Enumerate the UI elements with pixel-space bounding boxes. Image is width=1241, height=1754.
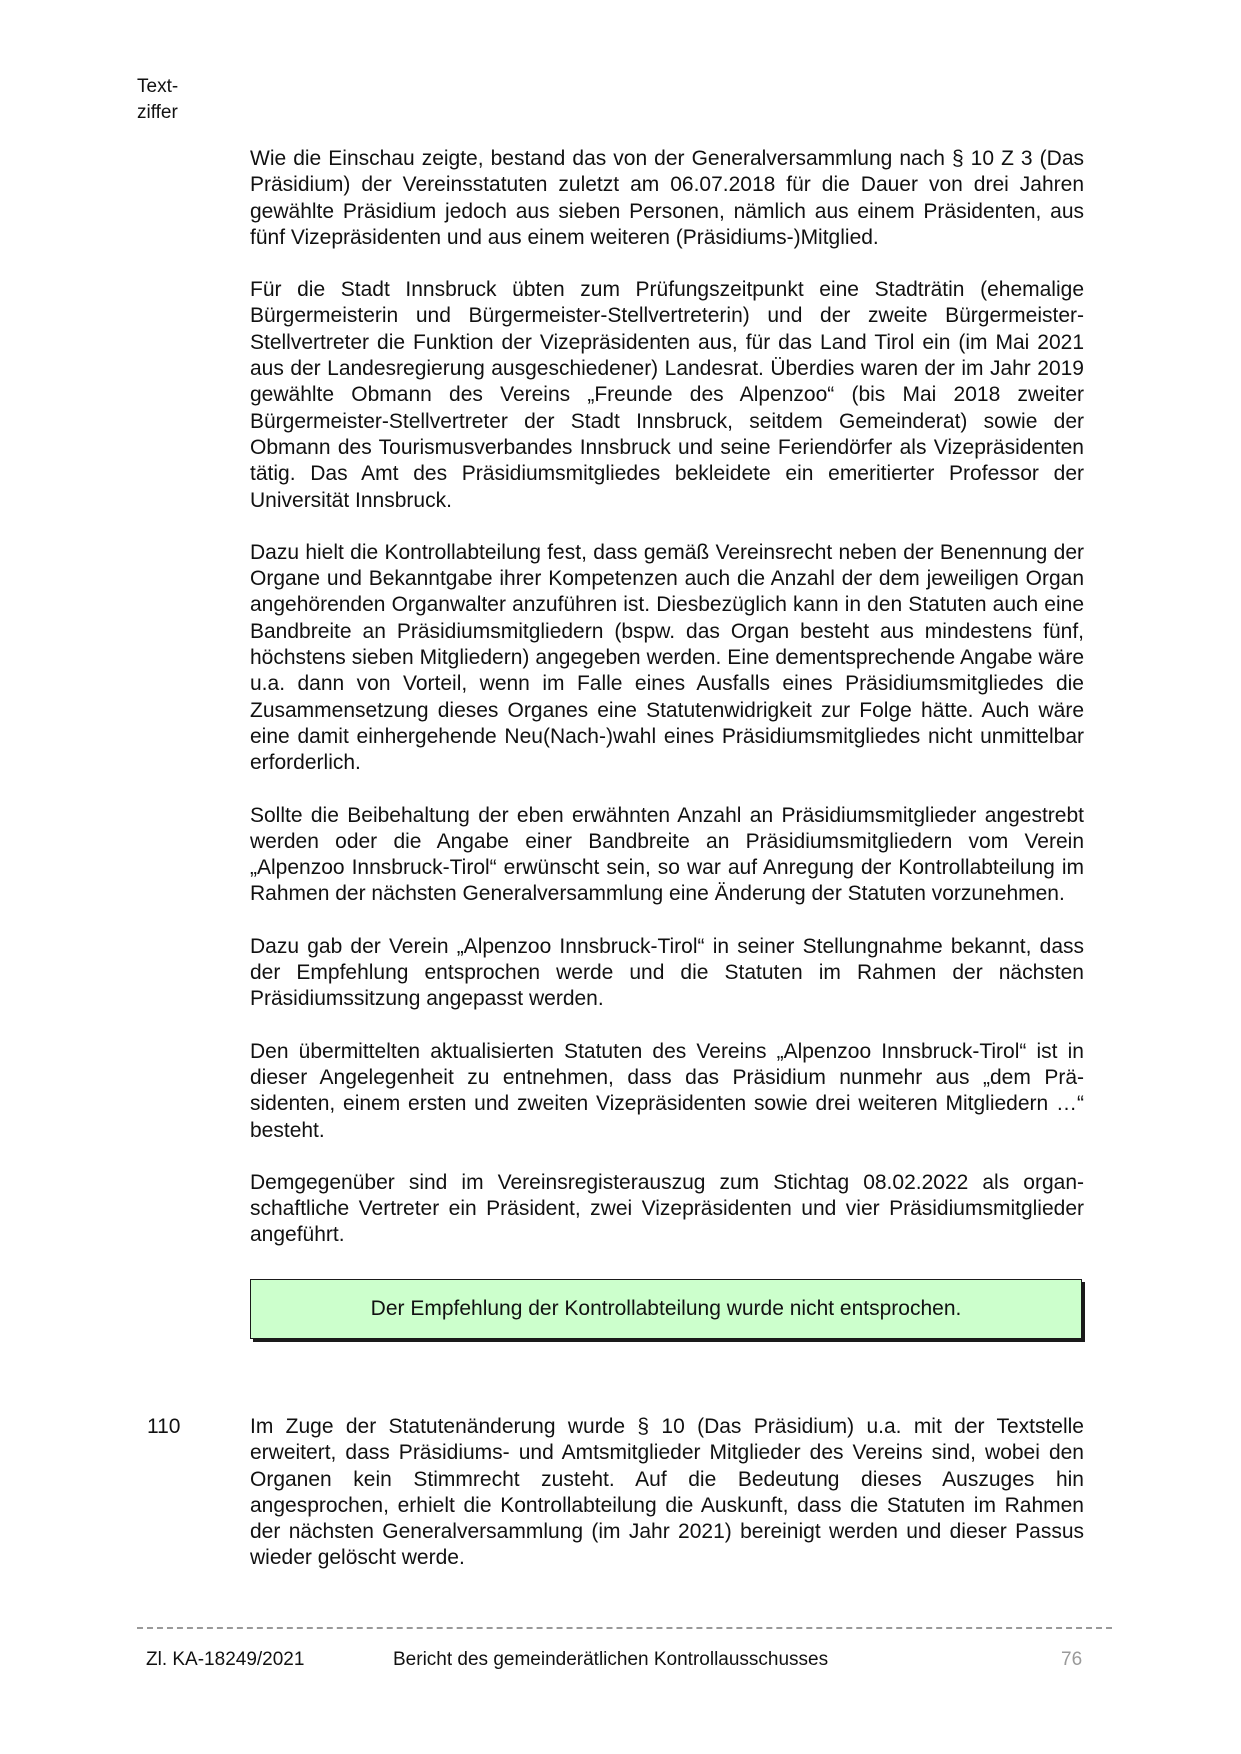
page-number: 76	[1061, 1649, 1083, 1670]
paragraph-recommendation: Sollte die Beibehaltung der eben erwähnten Anzahl an Präsidiumsmitglieder angestrebt werden oder die Angabe einer Bandbreite an Präsidiumsmitgliedern vom Verein „Alpenzoo Innsbruck-Tirol“ erwünscht sein, so war auf Anregung der Kontrollabteilung im Rahmen der nächsten Generalversammlung eine Änderung der Statuten vorzunehmen.	[250, 803, 1084, 906]
paragraph-praesidium-composition: Wie die Einschau zeigte, bestand das von der Generalversammlung nach § 10 Z 3 (Das Präsidium) der Vereinsstatuten zuletzt am 06.07.2018 für die Dauer von drei Jahren gewählte Präsidium jedoch aus sieben Personen, nämlich aus einem Präsidenten, aus fünf Vizepräsidenten und aus einem weiteren (Präsidiums-)Mitglied.	[250, 147, 1084, 249]
margin-label-line1: Text-	[137, 76, 179, 97]
paragraph-section-110: Im Zuge der Statutenänderung wurde § 10 (Das Präsidium) u.a. mit der Textstelle erweitert, dass Präsidiums- und Amtsmitglieder Mitglieder des Vereins sind, wobei den Organen kein Stimmrecht zusteht. Auf die Bedeutung dieses Auszuges hin angesprochen, erhielt die Kontrollabteilung die Auskunft, dass die Statuten im Rahmen der nächsten Generalversammlung (im Jahr 2021) bereinigt werden und dieser Passus wieder gelöscht werde.	[250, 1415, 1084, 1570]
recommendation-status-text: Der Empfehlung der Kontrollabteilung wurde nicht entsprochen.	[370, 1296, 962, 1320]
paragraph-statement: Dazu gab der Verein „Alpenzoo Innsbruck-Tirol“ in seiner Stellungnahme bekannt, dass der Empfehlung entsprochen werde und die Statuten im Rahmen der nächsten Präsidiumssitzung angepasst werden.	[250, 934, 1084, 1011]
footer-divider	[137, 1627, 1112, 1629]
footer-title: Bericht des gemeinderätlichen Kontrollausschusses	[393, 1649, 829, 1670]
main-content	[250, 146, 1084, 1339]
paragraph-updated-statutes: Den übermittelten aktualisierten Statuten des Vereins „Alpenzoo Innsbruck-Tirol“ ist in dieser Angelegenheit zu entnehmen, dass das Präsidium nunmehr aus „dem Präsidenten, einem ersten und zweiten Vizepräsidenten sowie drei weiteren Mitgliedern …“ besteht.	[250, 1039, 1084, 1142]
textziffer-number: 110	[147, 1415, 181, 1438]
paragraph-vice-presidents: Für die Stadt Innsbruck übten zum Prüfungszeitpunkt eine Stadträtin (ehemalige Bürgermeisterin und Bürgermeister-Stellvertreterin) und der zweite Bürgermeister-Stellvertreter die Funktion der Vizepräsidenten aus, für das Land Tirol ein (im Mai 2021 aus der Landesregierung ausgeschiedener) Landesrat. Überdies waren der im Jahr 2019 gewählte Obmann des Vereins „Freunde des Alpenzoo“ (bis Mai 2018 zweiter Bürgermeister-Stellvertreter der Stadt Innsbruck, seitdem Gemeinderat) sowie der Obmann des Tourismusverbandes Innsbruck und seine Feriendörfer als Vizepräsidenten tätig. Das Amt des Präsidiumsmitgliedes bekleidete ein emeritierter Professor der Universität Innsbruck.	[250, 278, 1084, 512]
margin-label-line2: ziffer	[137, 102, 178, 123]
footer-reference: Zl. KA-18249/2021	[146, 1649, 305, 1670]
recommendation-status-box	[250, 1279, 1082, 1339]
paragraph-control-finding: Dazu hielt die Kontrollabteilung fest, dass gemäß Vereinsrecht neben der Benennung der Organe und Bekanntgabe ihrer Kompetenzen auch die Anzahl der dem jeweiligen Organ angehörenden Organwalter anzuführen ist. Diesbezüglich kann in den Statuten auch eine Bandbreite an Präsidiumsmitgliedern (bspw. das Organ besteht aus mindestens fünf, höchstens sieben Mitgliedern) angegeben werden. Eine dementsprechende Angabe wäre u.a. dann von Vorteil, wenn im Falle eines Ausfalls eines Präsidiumsmitgliedes die Zusammensetzung dieses Organes eine Statutenwidrigkeit zur Folge hätte. Auch wäre eine damit einhergehende Neu(Nach-)wahl eines Präsidiumsmitgliedes nicht unmittelbar erforderlich.	[250, 540, 1084, 775]
margin-label-textziffer	[137, 74, 207, 126]
paragraph-register-extract: Demgegenüber sind im Vereinsregisterauszug zum Stichtag 08.02.2022 als organschaftliche Vertreter ein Präsident, zwei Vizepräsidenten und vier Präsidiumsmitglieder angeführt.	[250, 1170, 1084, 1247]
